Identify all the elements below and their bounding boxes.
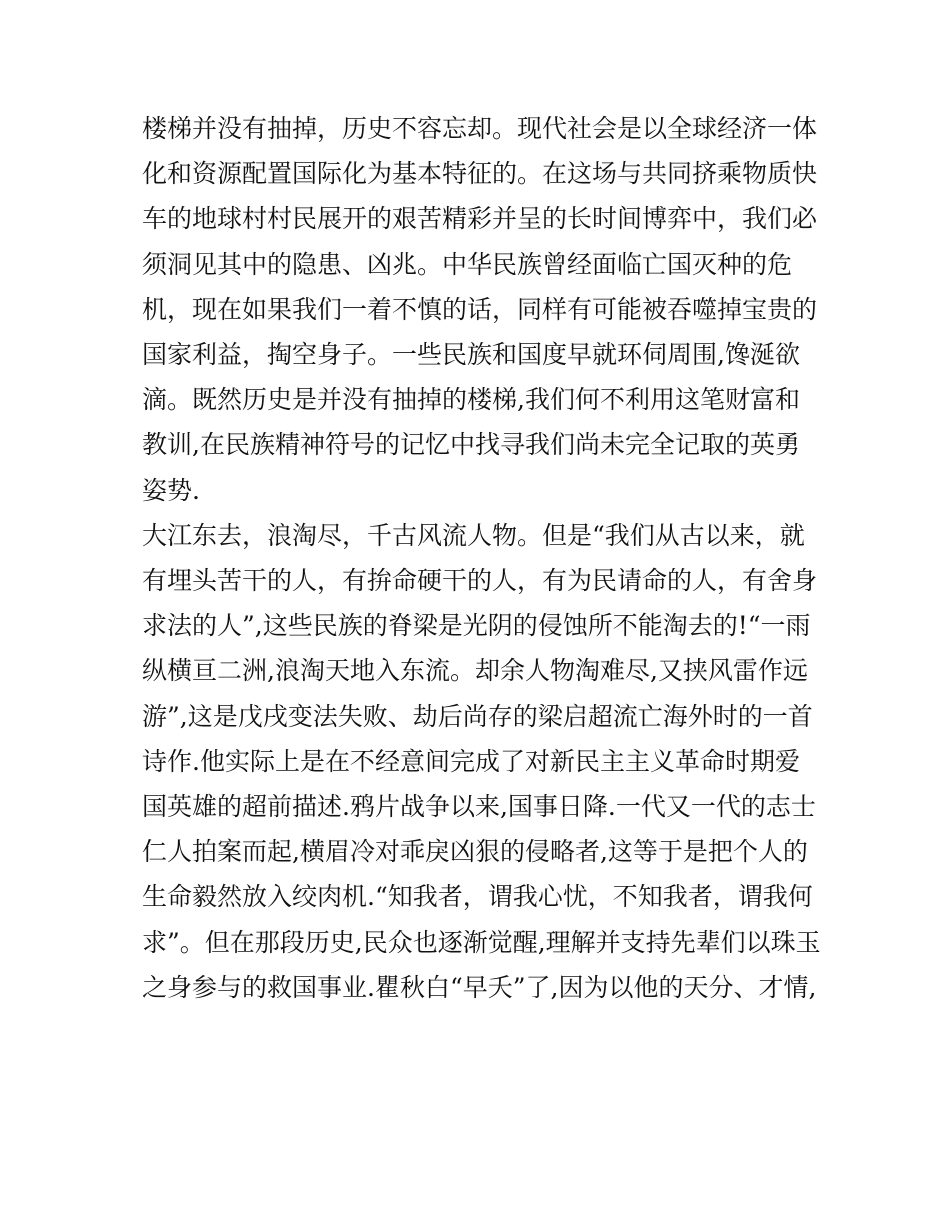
- text-line: 教训,在民族精神符号的记忆中找寻我们尚未完全记取的英勇: [142, 430, 800, 460]
- text-line: 楼梯并没有抽掉，历史不容忘却。现代社会是以全球经济一体: [142, 114, 818, 143]
- text-line: 大江东去，浪淘尽，千古风流人物。但是“我们从古以来，就: [142, 520, 805, 550]
- text-line: 仁人拍案而起,横眉冷对乖戾凶狠的侵略者,这等于是把个人的: [142, 837, 808, 867]
- text-line: 诗作.他实际上是在不经意间完成了对新民主主义革命时期爱: [142, 746, 800, 776]
- text-line: 滴。既然历史是并没有抽掉的楼梯,我们何不利用这笔财富和: [142, 385, 800, 415]
- body-text: [142, 106, 822, 1010]
- text-line: 求”。但在那段历史,民众也逐渐觉醒,理解并支持先辈们以珠玉: [142, 927, 821, 957]
- text-line: 生命毅然放入绞肉机.“知我者，谓我心忧，不知我者，谓我何: [142, 882, 813, 912]
- text-line: 姿势.: [142, 475, 200, 505]
- text-line: 国家利益，掏空身子。一些民族和国度早就环伺周围,馋涎欲: [142, 340, 800, 370]
- text-line: 国英雄的超前描述.鸦片战争以来,国事日降.一代又一代的志士: [142, 792, 816, 822]
- text-line: 车的地球村村民展开的艰苦精彩并呈的长时间博弈中，我们必: [142, 204, 818, 234]
- text-line: 机，现在如果我们一着不慎的话，同样有可能被吞噬掉宝贵的: [142, 294, 818, 324]
- text-line: 有埋头苦干的人，有拚命硬干的人，有为民请命的人，有舍身: [142, 566, 818, 596]
- text-line: 须洞见其中的隐患、凶兆。中华民族曾经面临亡国灭种的危: [142, 249, 793, 279]
- text-line: 化和资源配置国际化为基本特征的。在这场与共同挤乘物质快: [142, 159, 818, 189]
- text-line: 求法的人”,这些民族的脊梁是光阴的侵蚀所不能淘去的!“一雨: [142, 611, 811, 641]
- text-line: 纵横亘二洲,浪淘天地入东流。却余人物淘难尽,又挟风雷作远: [142, 656, 808, 686]
- text-line: 游”,这是戊戌变法失败、劫后尚存的梁启超流亡海外时的一首: [142, 701, 813, 731]
- text-line: 之身参与的救国事业.瞿秋白“早夭”了,因为以他的天分、才情,: [142, 972, 817, 1002]
